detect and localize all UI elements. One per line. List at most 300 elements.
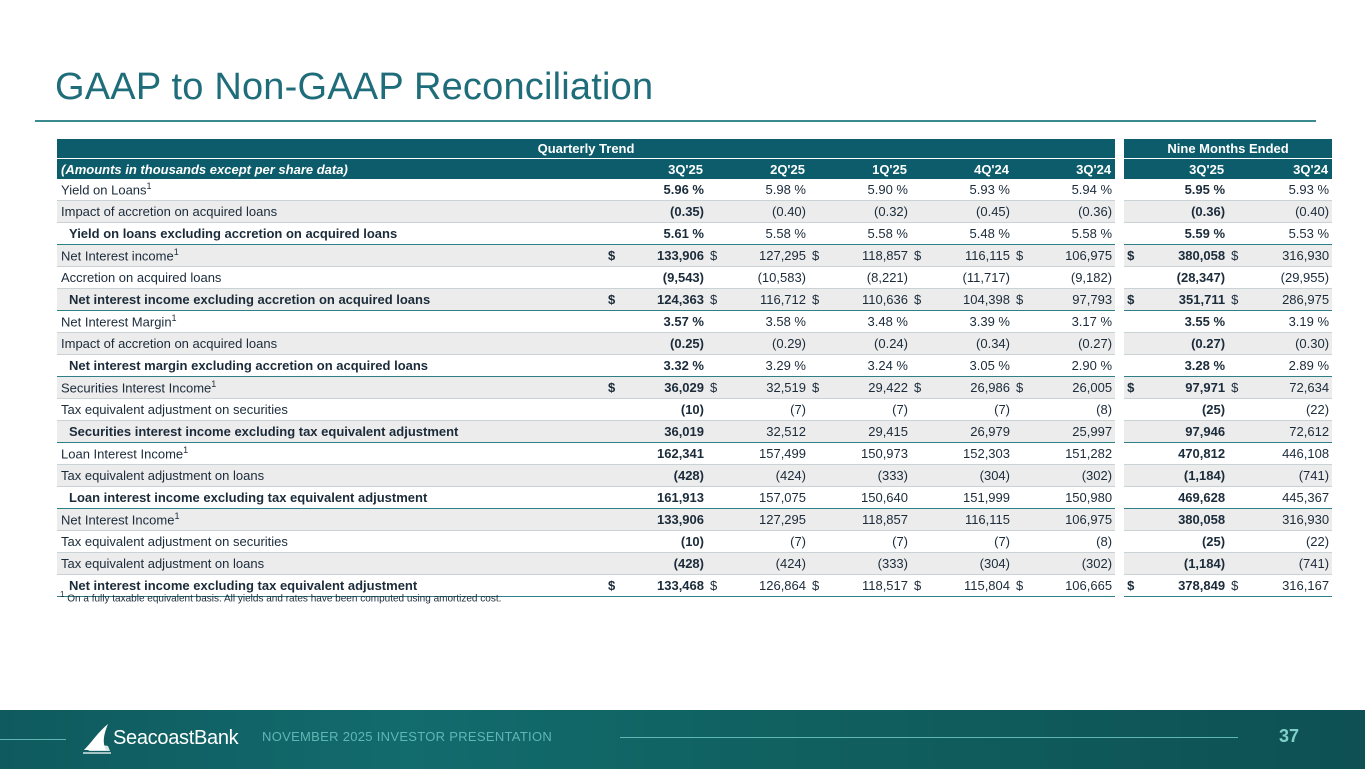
table-cell (605, 553, 707, 575)
table-cell (809, 223, 911, 245)
table-cell (809, 399, 911, 421)
cell-value: 72,612 (1289, 424, 1330, 439)
table-cell (809, 531, 911, 553)
row-label-text: Accretion on acquired loans (61, 270, 222, 285)
table-cell (1124, 531, 1228, 553)
table-cell (605, 289, 707, 311)
footnote-marker: 1 (60, 590, 65, 599)
cell-value: (741) (1298, 556, 1330, 571)
table-cell (1228, 201, 1332, 223)
table-cell (1124, 553, 1228, 575)
table-cell (911, 179, 1013, 201)
currency-symbol: $ (1127, 380, 1135, 395)
table-cell (911, 399, 1013, 421)
table-cell (707, 487, 809, 509)
cell-value: 133,906 (657, 512, 704, 527)
cell-value: (29,955) (1280, 270, 1330, 285)
footnote-text: On a fully taxable equivalent basis. All yields and rates have been computed using amortized cost. (67, 593, 502, 605)
table-cell (1013, 289, 1115, 311)
row-label-text: Yield on loans excluding accretion on acquired loans (69, 226, 398, 241)
table-cell (1013, 575, 1115, 597)
cell-value: 3.05 % (969, 358, 1010, 373)
cell-value: 36,019 (664, 424, 704, 439)
cell-value: 116,115 (964, 512, 1010, 527)
currency-symbol: $ (1231, 292, 1239, 307)
cell-value: (7) (790, 534, 806, 549)
cell-value: (0.32) (874, 204, 908, 219)
table-cell (809, 245, 911, 267)
table-cell (605, 509, 707, 531)
table-cell (605, 377, 707, 399)
table-cell (707, 575, 809, 597)
table-cell (1228, 377, 1332, 399)
table-cell (707, 531, 809, 553)
table-cell (911, 509, 1013, 531)
cell-value: 97,971 (1185, 380, 1226, 395)
row-label-text: Loan interest income excluding tax equivalent adjustment (69, 490, 428, 505)
row-label (57, 377, 605, 399)
table-cell (1013, 333, 1115, 355)
cell-value: (333) (877, 556, 908, 571)
table-cell (1124, 355, 1228, 377)
row-label-text: Net Interest Margin (61, 314, 172, 330)
cell-value: 106,975 (1065, 512, 1113, 527)
cell-value: (0.40) (772, 204, 806, 219)
table-cell (1013, 179, 1115, 201)
row-label-text: Impact of accretion on acquired loans (61, 336, 278, 351)
table-cell (605, 421, 707, 443)
cell-value: 2.89 % (1288, 358, 1330, 373)
table-cell (1124, 465, 1228, 487)
page-title: GAAP to Non-GAAP Reconciliation (55, 66, 654, 108)
cell-value: 3.29 % (765, 358, 806, 373)
cell-value: 5.98 % (765, 182, 806, 197)
table-cell (605, 267, 707, 289)
cell-value: 3.32 % (663, 358, 704, 373)
table-cell (1124, 267, 1228, 289)
table-cell (605, 201, 707, 223)
table-cell (1228, 531, 1332, 553)
cell-value: (0.36) (1191, 204, 1226, 219)
table-cell (1013, 487, 1115, 509)
table-cell (911, 575, 1013, 597)
row-label (57, 311, 605, 333)
table-cell (1124, 289, 1228, 311)
table-cell (809, 465, 911, 487)
cell-value: 29,415 (868, 424, 908, 439)
table-cell (911, 245, 1013, 267)
table-cell (809, 289, 911, 311)
table-cell (1228, 289, 1332, 311)
table-cell (1228, 465, 1332, 487)
cell-value: (741) (1298, 468, 1330, 483)
row-label (57, 355, 605, 377)
row-label (57, 509, 605, 531)
cell-value: (424) (775, 468, 806, 483)
cell-value: 378,849 (1178, 578, 1226, 593)
cell-value: 151,282 (1065, 446, 1113, 461)
footnote (60, 590, 501, 604)
cell-value: (304) (979, 468, 1010, 483)
row-label-text: Tax equivalent adjustment on loans (61, 556, 265, 571)
table-row (57, 377, 1332, 399)
table-cell (1124, 201, 1228, 223)
column-header-row (57, 159, 1332, 180)
table-cell (911, 465, 1013, 487)
row-label-text: Loan Interest Income (61, 446, 184, 462)
table-cell (809, 311, 911, 333)
table-row (57, 399, 1332, 421)
cell-value: 5.96 % (663, 182, 704, 197)
table-cell (707, 509, 809, 531)
row-label (57, 223, 605, 245)
cell-value: 150,973 (861, 446, 908, 461)
row-label (57, 289, 605, 311)
table-cell (1013, 245, 1115, 267)
table-cell (911, 377, 1013, 399)
table-cell (1124, 443, 1228, 465)
table-cell (707, 267, 809, 289)
cell-value: (0.29) (772, 336, 806, 351)
table-cell (809, 355, 911, 377)
currency-symbol: $ (608, 578, 616, 593)
column-header: 3Q'25 (605, 159, 707, 180)
cell-value: (1,184) (1183, 556, 1226, 571)
row-label (57, 179, 605, 201)
table-cell (911, 201, 1013, 223)
footnote-ref: 1 (146, 181, 152, 192)
cell-value: (7) (892, 402, 908, 417)
row-label (57, 443, 605, 465)
table-cell (809, 487, 911, 509)
column-header: 1Q'25 (809, 159, 911, 180)
table-row (57, 267, 1332, 289)
cell-value: 3.57 % (663, 314, 704, 329)
cell-value: 2.90 % (1071, 358, 1113, 373)
cell-value: (428) (673, 468, 704, 483)
table-cell (605, 487, 707, 509)
table-row (57, 333, 1332, 355)
cell-value: 127,295 (759, 248, 806, 263)
table-cell (809, 201, 911, 223)
cell-value: 26,979 (970, 424, 1010, 439)
cell-value: (8,221) (866, 270, 908, 285)
currency-symbol: $ (1231, 380, 1239, 395)
brand-name: SeacoastBank (113, 727, 239, 749)
table-cell (809, 443, 911, 465)
row-label (57, 267, 605, 289)
currency-symbol: $ (1127, 578, 1135, 593)
cell-value: 469,628 (1178, 490, 1226, 505)
table-cell (605, 245, 707, 267)
table-row (57, 311, 1332, 333)
cell-value: (0.25) (670, 336, 704, 351)
table-cell (911, 531, 1013, 553)
table-cell (707, 223, 809, 245)
table-cell (1013, 311, 1115, 333)
currency-symbol: $ (1016, 292, 1024, 307)
table-cell (605, 333, 707, 355)
cell-value: 3.24 % (867, 358, 908, 373)
row-label (57, 201, 605, 223)
row-label-text: Net interest income excluding accretion on acquired loans (69, 292, 431, 307)
footnote-ref: 1 (171, 313, 177, 324)
table-cell (1124, 245, 1228, 267)
footer-line-right (620, 737, 1238, 738)
cell-value: (25) (1201, 402, 1226, 417)
cell-value: (0.35) (670, 204, 704, 219)
row-label (57, 421, 605, 443)
cell-value: 97,946 (1185, 424, 1226, 439)
footnote-ref: 1 (211, 379, 217, 390)
table-cell (911, 267, 1013, 289)
table-cell (605, 443, 707, 465)
cell-value: 161,913 (657, 490, 704, 505)
cell-value: 380,058 (1178, 512, 1226, 527)
table-cell (605, 531, 707, 553)
cell-value: 380,058 (1178, 248, 1226, 263)
table-cell (1013, 223, 1115, 245)
cell-value: (302) (1081, 468, 1113, 483)
cell-value: 3.55 % (1184, 314, 1226, 329)
cell-value: (0.36) (1078, 204, 1113, 219)
table-cell (707, 179, 809, 201)
table-cell (1228, 355, 1332, 377)
table-cell (1228, 509, 1332, 531)
cell-value: (424) (775, 556, 806, 571)
footnote-ref: 1 (173, 247, 179, 258)
table-cell (1013, 421, 1115, 443)
table-cell (809, 179, 911, 201)
cell-value: 5.93 % (1288, 182, 1330, 197)
table-cell (707, 553, 809, 575)
currency-symbol: $ (914, 578, 922, 593)
row-label-text: Tax equivalent adjustment on securities (61, 534, 288, 549)
page-number: 37 (1279, 726, 1300, 746)
table-cell (1124, 399, 1228, 421)
table-cell (707, 399, 809, 421)
currency-symbol: $ (608, 380, 616, 395)
table-cell (911, 355, 1013, 377)
table-cell (809, 553, 911, 575)
cell-value: 351,711 (1178, 292, 1226, 307)
table-cell (707, 289, 809, 311)
cell-value: 116,712 (759, 292, 806, 307)
table-row (57, 531, 1332, 553)
table-cell (809, 377, 911, 399)
currency-symbol: $ (812, 248, 820, 263)
table-cell (1228, 311, 1332, 333)
table-row (57, 487, 1332, 509)
cell-value: 316,167 (1282, 578, 1330, 593)
table-cell (707, 465, 809, 487)
currency-symbol: $ (1016, 248, 1024, 263)
cell-value: (333) (877, 468, 908, 483)
table-cell (1228, 443, 1332, 465)
presentation-title: NOVEMBER 2025 INVESTOR PRESENTATION (262, 729, 553, 744)
table-cell (1124, 179, 1228, 201)
column-header: 3Q'25 (1124, 159, 1228, 180)
row-label-text: Tax equivalent adjustment on securities (61, 402, 288, 417)
currency-symbol: $ (608, 248, 616, 263)
cell-value: 5.58 % (1071, 226, 1113, 241)
cell-value: (7) (790, 402, 806, 417)
currency-symbol: $ (914, 380, 922, 395)
cell-value: 3.19 % (1288, 314, 1330, 329)
cell-value: 5.93 % (969, 182, 1010, 197)
currency-symbol: $ (1127, 292, 1135, 307)
row-label (57, 333, 605, 355)
table-body (57, 179, 1332, 597)
currency-symbol: $ (1016, 380, 1024, 395)
table-cell (605, 355, 707, 377)
table-cell (605, 223, 707, 245)
table-cell (1013, 201, 1115, 223)
table-cell (1013, 531, 1115, 553)
table-cell (1228, 267, 1332, 289)
cell-value: 26,986 (970, 380, 1010, 395)
cell-value: 150,980 (1065, 490, 1113, 505)
cell-value: 157,499 (759, 446, 806, 461)
row-label-text: Net Interest Income (61, 512, 175, 528)
table-row (57, 421, 1332, 443)
cell-value: 124,363 (657, 292, 704, 307)
cell-value: 316,930 (1282, 512, 1330, 527)
cell-value: 36,029 (664, 380, 704, 395)
footnote-ref: 1 (174, 511, 180, 522)
currency-symbol: $ (812, 380, 820, 395)
cell-value: 26,005 (1072, 380, 1113, 395)
row-label (57, 531, 605, 553)
currency-symbol: $ (710, 248, 718, 263)
table-row (57, 509, 1332, 531)
cell-value: 110,636 (861, 292, 908, 307)
cell-value: 118,857 (861, 512, 908, 527)
cell-value: 118,857 (861, 248, 908, 263)
cell-value: 29,422 (868, 380, 908, 395)
currency-symbol: $ (914, 248, 922, 263)
cell-value: 151,999 (963, 490, 1010, 505)
table-row (57, 201, 1332, 223)
table-cell (707, 443, 809, 465)
currency-symbol: $ (710, 380, 718, 395)
table-cell (1124, 377, 1228, 399)
currency-symbol: $ (710, 578, 718, 593)
table-cell (605, 575, 707, 597)
cell-value: (1,184) (1183, 468, 1226, 483)
table-cell (1013, 355, 1115, 377)
cell-value: 5.59 % (1184, 226, 1226, 241)
table-cell (1013, 509, 1115, 531)
row-label (57, 553, 605, 575)
cell-value: 32,519 (766, 380, 806, 395)
table-cell (809, 509, 911, 531)
currency-symbol: $ (608, 292, 616, 307)
row-label-text: Yield on Loans (61, 182, 147, 198)
table-cell (911, 421, 1013, 443)
table-cell (1013, 443, 1115, 465)
cell-value: 150,640 (861, 490, 908, 505)
cell-value: (11,717) (962, 270, 1010, 285)
table-cell (809, 575, 911, 597)
cell-value: 32,512 (766, 424, 806, 439)
table-cell (911, 223, 1013, 245)
cell-value: 126,864 (759, 578, 806, 593)
cell-value: (304) (979, 556, 1010, 571)
table-cell (1124, 421, 1228, 443)
table-cell (605, 399, 707, 421)
cell-value: (22) (1305, 534, 1330, 549)
table-cell (1228, 575, 1332, 597)
table-row (57, 223, 1332, 245)
cell-value: 286,975 (1282, 292, 1330, 307)
cell-value: (10) (680, 534, 704, 549)
cell-value: 5.58 % (867, 226, 908, 241)
cell-value: 5.94 % (1071, 182, 1113, 197)
table-cell (1228, 223, 1332, 245)
table-cell (1228, 245, 1332, 267)
table-row (57, 245, 1332, 267)
cell-value: 5.48 % (969, 226, 1010, 241)
table-cell (1228, 553, 1332, 575)
currency-symbol: $ (1127, 248, 1135, 263)
cell-value: 3.28 % (1184, 358, 1226, 373)
cell-value: 162,341 (657, 446, 704, 461)
table-cell (1013, 465, 1115, 487)
table-cell (911, 311, 1013, 333)
currency-symbol: $ (812, 292, 820, 307)
table-cell (707, 245, 809, 267)
table-row (57, 355, 1332, 377)
currency-symbol: $ (1231, 578, 1239, 593)
table-cell (707, 377, 809, 399)
table-cell (1228, 179, 1332, 201)
title-divider (35, 120, 1316, 122)
row-label (57, 245, 605, 267)
cell-value: 5.61 % (663, 226, 704, 241)
table-cell (809, 333, 911, 355)
table-cell (911, 289, 1013, 311)
cell-value: 116,115 (964, 248, 1010, 263)
cell-value: 118,517 (861, 578, 908, 593)
column-header: 3Q'24 (1228, 159, 1332, 180)
cell-value: 3.58 % (765, 314, 806, 329)
table-row (57, 289, 1332, 311)
table-row (57, 179, 1332, 201)
table-cell (1124, 487, 1228, 509)
cell-value: 5.53 % (1288, 226, 1330, 241)
table-cell (809, 421, 911, 443)
group-nine-months-ended: Nine Months Ended (1124, 139, 1332, 159)
cell-value: 3.17 % (1071, 314, 1113, 329)
cell-value: (25) (1201, 534, 1226, 549)
cell-value: 72,634 (1289, 380, 1330, 395)
currency-symbol: $ (1016, 578, 1024, 593)
cell-value: 157,075 (759, 490, 806, 505)
table-cell (1124, 575, 1228, 597)
currency-symbol: $ (812, 578, 820, 593)
row-label (57, 487, 605, 509)
cell-value: (302) (1081, 556, 1113, 571)
cell-value: (7) (994, 402, 1010, 417)
table-cell (1013, 267, 1115, 289)
cell-value: 5.58 % (765, 226, 806, 241)
table-row (57, 443, 1332, 465)
row-label-text: Net interest margin excluding accretion on acquired loans (69, 358, 429, 373)
table-cell (707, 355, 809, 377)
cell-value: (22) (1305, 402, 1330, 417)
cell-value: 133,906 (657, 248, 704, 263)
